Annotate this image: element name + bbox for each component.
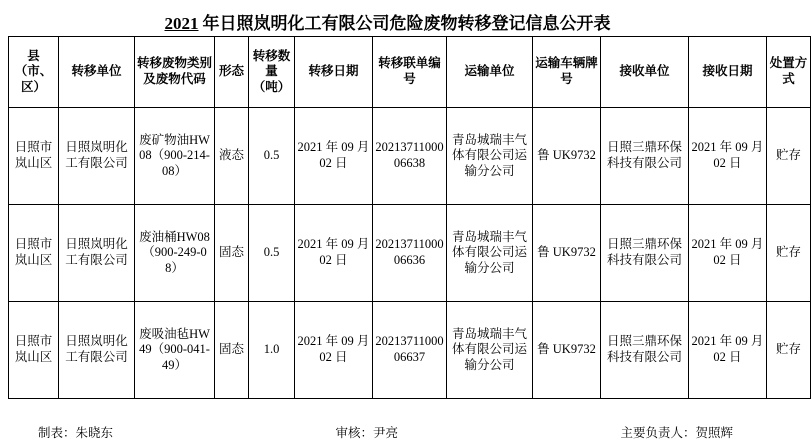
title-year: 2021	[164, 14, 199, 33]
cell-receive-date: 2021 年 09 月 02 日	[689, 205, 767, 302]
cell-transport-unit: 青岛城瑞丰气体有限公司运输分公司	[447, 205, 533, 302]
page-title	[161, 9, 611, 34]
cell-transfer-date: 2021 年 09 月 02 日	[295, 108, 373, 205]
footer-reviewer: 审核：尹亮	[335, 426, 398, 440]
table-header-row	[9, 37, 811, 108]
cell-district: 日照市岚山区	[9, 108, 59, 205]
cell-manifest-no: 2021371100006638	[373, 108, 447, 205]
cell-receiving-unit: 日照三鼎环保科技有限公司	[601, 302, 689, 399]
cell-manifest-no: 2021371100006637	[373, 302, 447, 399]
col-header-transport-unit: 运输单位	[447, 37, 533, 108]
cell-quantity: 1.0	[249, 302, 295, 399]
cell-receiving-unit: 日照三鼎环保科技有限公司	[601, 205, 689, 302]
cell-transfer-unit: 日照岚明化工有限公司	[59, 302, 135, 399]
cell-manifest-no: 2021371100006636	[373, 205, 447, 302]
title-rest: 年日照岚明化工有限公司危险废物转移登记信息公开表	[202, 14, 611, 33]
col-header-district: 县（市、区）	[9, 37, 59, 108]
cell-vehicle-plate: 鲁 UK9732	[533, 205, 601, 302]
cell-transfer-date: 2021 年 09 月 02 日	[295, 302, 373, 399]
cell-form: 液态	[215, 108, 249, 205]
waste-transfer-table	[8, 36, 811, 399]
footer-preparer: 制表：朱晓东	[38, 426, 114, 440]
col-header-disposal: 处置方式	[767, 37, 811, 108]
title-row	[8, 0, 763, 34]
cell-transfer-unit: 日照岚明化工有限公司	[59, 205, 135, 302]
footer	[8, 423, 763, 441]
cell-disposal: 贮存	[767, 302, 811, 399]
col-header-transfer-date: 转移日期	[295, 37, 373, 108]
cell-vehicle-plate: 鲁 UK9732	[533, 108, 601, 205]
cell-quantity: 0.5	[249, 108, 295, 205]
cell-transfer-unit: 日照岚明化工有限公司	[59, 108, 135, 205]
cell-district: 日照市岚山区	[9, 302, 59, 399]
cell-receive-date: 2021 年 09 月 02 日	[689, 108, 767, 205]
cell-transfer-date: 2021 年 09 月 02 日	[295, 205, 373, 302]
col-header-waste-type-code: 转移废物类别及废物代码	[135, 37, 215, 108]
cell-transport-unit: 青岛城瑞丰气体有限公司运输分公司	[447, 108, 533, 205]
cell-disposal: 贮存	[767, 205, 811, 302]
cell-disposal: 贮存	[767, 108, 811, 205]
cell-waste-type-code: 废矿物油HW08（900-214-08）	[135, 108, 215, 205]
cell-receive-date: 2021 年 09 月 02 日	[689, 302, 767, 399]
table-body	[9, 108, 811, 399]
cell-form: 固态	[215, 205, 249, 302]
table-header	[9, 37, 811, 108]
cell-waste-type-code: 废油桶HW08（900-249-08）	[135, 205, 215, 302]
cell-form: 固态	[215, 302, 249, 399]
col-header-manifest-no: 转移联单编号	[373, 37, 447, 108]
table-row	[9, 302, 811, 399]
footer-responsible: 主要负责人：贺照辉	[620, 426, 733, 440]
table-row	[9, 205, 811, 302]
col-header-form: 形态	[215, 37, 249, 108]
cell-vehicle-plate: 鲁 UK9732	[533, 302, 601, 399]
table-row	[9, 108, 811, 205]
cell-waste-type-code: 废吸油毡HW49（900-041-49）	[135, 302, 215, 399]
col-header-transfer-unit: 转移单位	[59, 37, 135, 108]
cell-transport-unit: 青岛城瑞丰气体有限公司运输分公司	[447, 302, 533, 399]
col-header-quantity: 转移数量（吨）	[249, 37, 295, 108]
cell-district: 日照市岚山区	[9, 205, 59, 302]
col-header-receiving-unit: 接收单位	[601, 37, 689, 108]
cell-quantity: 0.5	[249, 205, 295, 302]
col-header-receive-date: 接收日期	[689, 37, 767, 108]
col-header-vehicle-plate: 运输车辆牌号	[533, 37, 601, 108]
cell-receiving-unit: 日照三鼎环保科技有限公司	[601, 108, 689, 205]
